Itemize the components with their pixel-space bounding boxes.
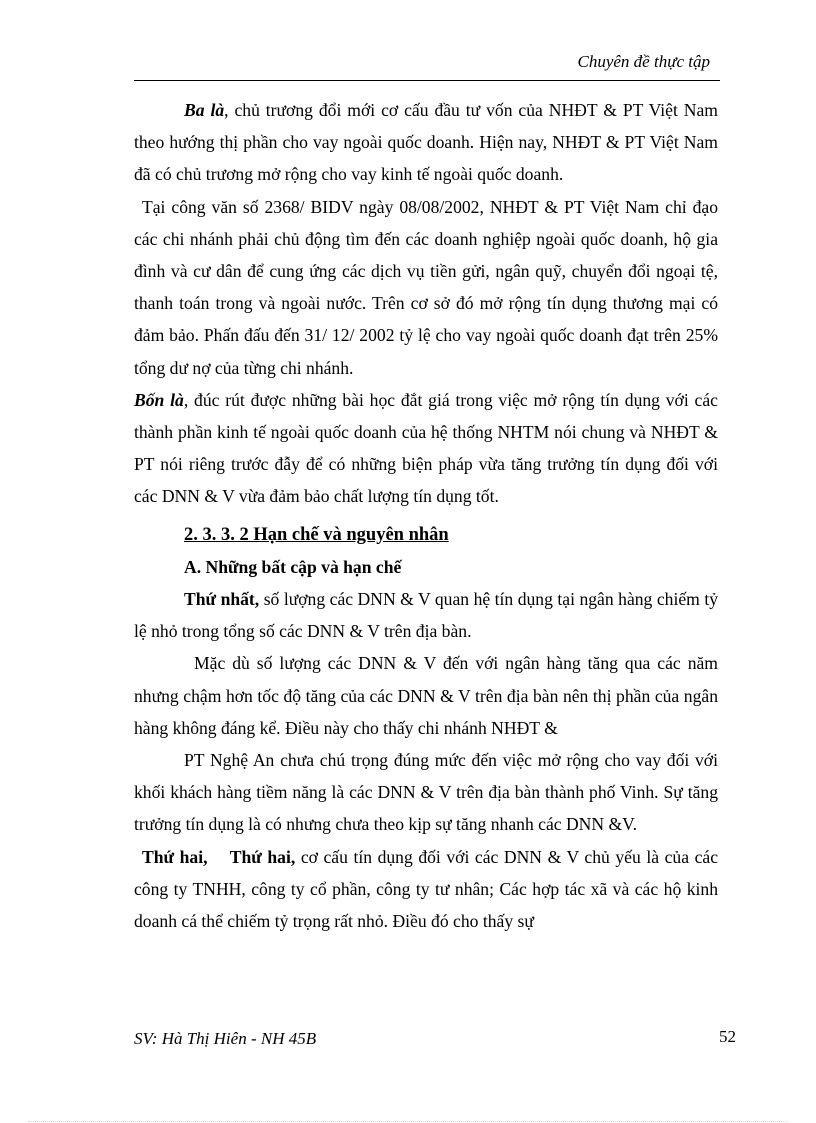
section-heading xyxy=(134,519,718,551)
paragraph-mac-du xyxy=(134,647,718,744)
paragraph-text: Mặc dù số lượng các DNN & V đến với ngân hàng tăng qua các năm nhưng chậm hơn tốc độ tăng của các DNN & V trên địa bàn nên thị phần của ngân hàng không đáng kể. Điều này cho thấy chi nhánh NHĐT & xyxy=(134,653,718,738)
paragraph-cong-van xyxy=(134,191,718,384)
lead-ba-la: Ba là xyxy=(184,100,225,120)
paragraph-ba-la xyxy=(134,94,718,191)
paragraph-thu-nhat xyxy=(134,583,718,647)
paragraph-text: số lượng các DNN & V quan hệ tín dụng tại ngân hàng chiếm tỷ lệ nhỏ trong tổng số các DNN & V trên địa bàn. xyxy=(134,589,718,642)
header-rule xyxy=(134,80,720,81)
paragraph-thu-hai xyxy=(134,841,718,938)
subsection-heading-text: A. Những bất cập và hạn chế xyxy=(184,556,402,577)
lead-bon-la: Bốn là xyxy=(134,389,184,410)
page-edge-divider xyxy=(28,1121,788,1122)
paragraph-text: , đúc rút được những bài học đắt giá trong việc mở rộng tín dụng với các thành phần kinh tế ngoài quốc doanh của hệ thống NHTM nói chung và NHĐT & PT nói riêng trước đẫy để có những biện pháp vừa tăng trưởng tín dụng đối với các DNN & V vừa đảm bảo chất lượng tín dụng tốt. xyxy=(134,389,718,507)
subsection-heading xyxy=(134,551,718,583)
section-heading-text: 2. 3. 3. 2 Hạn chế và nguyên nhân xyxy=(184,524,449,545)
lead-thu-hai-2: Thứ hai, xyxy=(229,846,296,867)
paragraph-pt-nghe-an xyxy=(134,744,718,841)
paragraph-text: , chủ trương đổi mới cơ cấu đầu tư vốn của NHĐT & PT Việt Nam theo hướng thị phần cho vay ngoài quốc doanh. Hiện nay, NHĐT & PT Việt Nam đã có chủ trương mở rộng cho vay kinh tế ngoài quốc doanh. xyxy=(134,100,718,185)
footer-author: SV: Hà Thị Hiên - NH 45B xyxy=(134,1029,317,1048)
lead-thu-hai-1: Thứ hai, xyxy=(142,846,208,867)
page-number: 52 xyxy=(719,1027,736,1046)
body-content xyxy=(134,94,718,937)
paragraph-text: Tại công văn số 2368/ BIDV ngày 08/08/2002, NHĐT & PT Việt Nam chỉ đạo các chi nhánh phải chủ động tìm đến các doanh nghiệp ngoài quốc doanh, hộ gia đình và cư dân để cung ứng các dịch vụ tiền gửi, ngân quỹ, chuyển đổi ngoại tệ, thanh toán trong và ngoài nước. Trên cơ sở đó mở rộng tín dụng thương mại có đảm bảo. Phấn đấu đến 31/ 12/ 2002 tỷ lệ cho vay ngoài quốc doanh đạt trên 25% tổng dư nợ của từng chi nhánh. xyxy=(134,196,718,378)
paragraph-bon-la xyxy=(134,384,718,513)
paragraph-text: PT Nghệ An chưa chú trọng đúng mức đến việc mở rộng cho vay đối với khối khách hàng tiềm năng là các DNN & V trên địa bàn thành phố Vinh. Sự tăng trưởng tín dụng là có nhưng chưa theo kịp sự tăng nhanh các DNN &V. xyxy=(134,750,718,835)
lead-thu-nhat: Thứ nhất, xyxy=(184,589,260,610)
header-title: Chuyên đề thực tập xyxy=(577,52,710,71)
paragraph-text: cơ cấu tín dụng đối với các DNN & V chủ yếu là của các công ty TNHH, công ty cổ phần, công ty tư nhân; Các hợp tác xã và các hộ kinh doanh cá thể chiếm tỷ trọng rất nhỏ. Điều đó cho thấy sự xyxy=(134,846,718,932)
